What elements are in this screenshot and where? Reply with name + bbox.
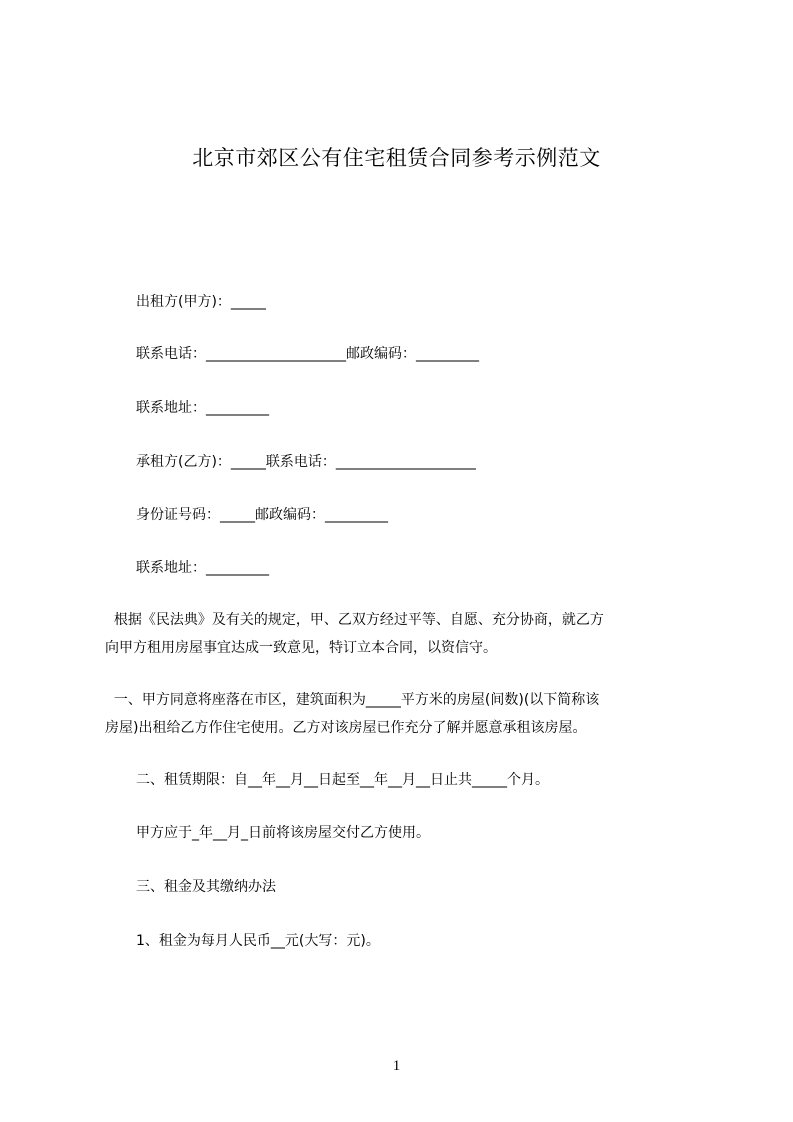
- lessor-contact-field: 联系电话：____________________邮政编码：_________: [136, 346, 479, 362]
- clause-1-paragraph: [105, 686, 705, 742]
- clause-3-item-1: 1、租金为每月人民币__元(大写：元)。: [136, 933, 380, 949]
- document-title: 北京市郊区公有住宅租赁合同参考示例范文: [192, 146, 601, 170]
- page-number: 1: [392, 1058, 401, 1074]
- preamble-line-2: 向甲方租用房屋事宜达成一致意见，特订立本合同，以资信守。: [105, 640, 497, 656]
- preamble-line-1: 根据《民法典》及有关的规定，甲、乙双方经过平等、自愿、充分协商，就乙方: [105, 612, 604, 628]
- lessee-address-field: 联系地址：_________: [136, 560, 269, 576]
- lessee-field: 承租方(乙方)：_____联系电话：____________________: [136, 454, 476, 470]
- delivery-date-line: 甲方应于_年__月_日前将该房屋交付乙方使用。: [136, 825, 430, 841]
- lessee-id-field: 身份证号码：_____邮政编码：_________: [136, 507, 388, 523]
- lessor-field: 出租方(甲方)：_____: [136, 294, 266, 310]
- clause-1-line-1: 一、甲方同意将座落在市区，建筑面积为_____平方米的房屋(间数)(以下简称该: [105, 692, 600, 708]
- clause-1-line-2: 房屋)出租给乙方作住宅使用。乙方对该房屋已作充分了解并愿意承租该房屋。: [105, 720, 587, 736]
- clause-3-heading: 三、租金及其缴纳办法: [136, 879, 276, 895]
- clause-2-lease-term: 二、租赁期限：自__年__月__日起至__年__月__日止共_____个月。: [136, 772, 549, 788]
- preamble-paragraph: [105, 606, 705, 662]
- lessor-address-field: 联系地址：_________: [136, 400, 269, 416]
